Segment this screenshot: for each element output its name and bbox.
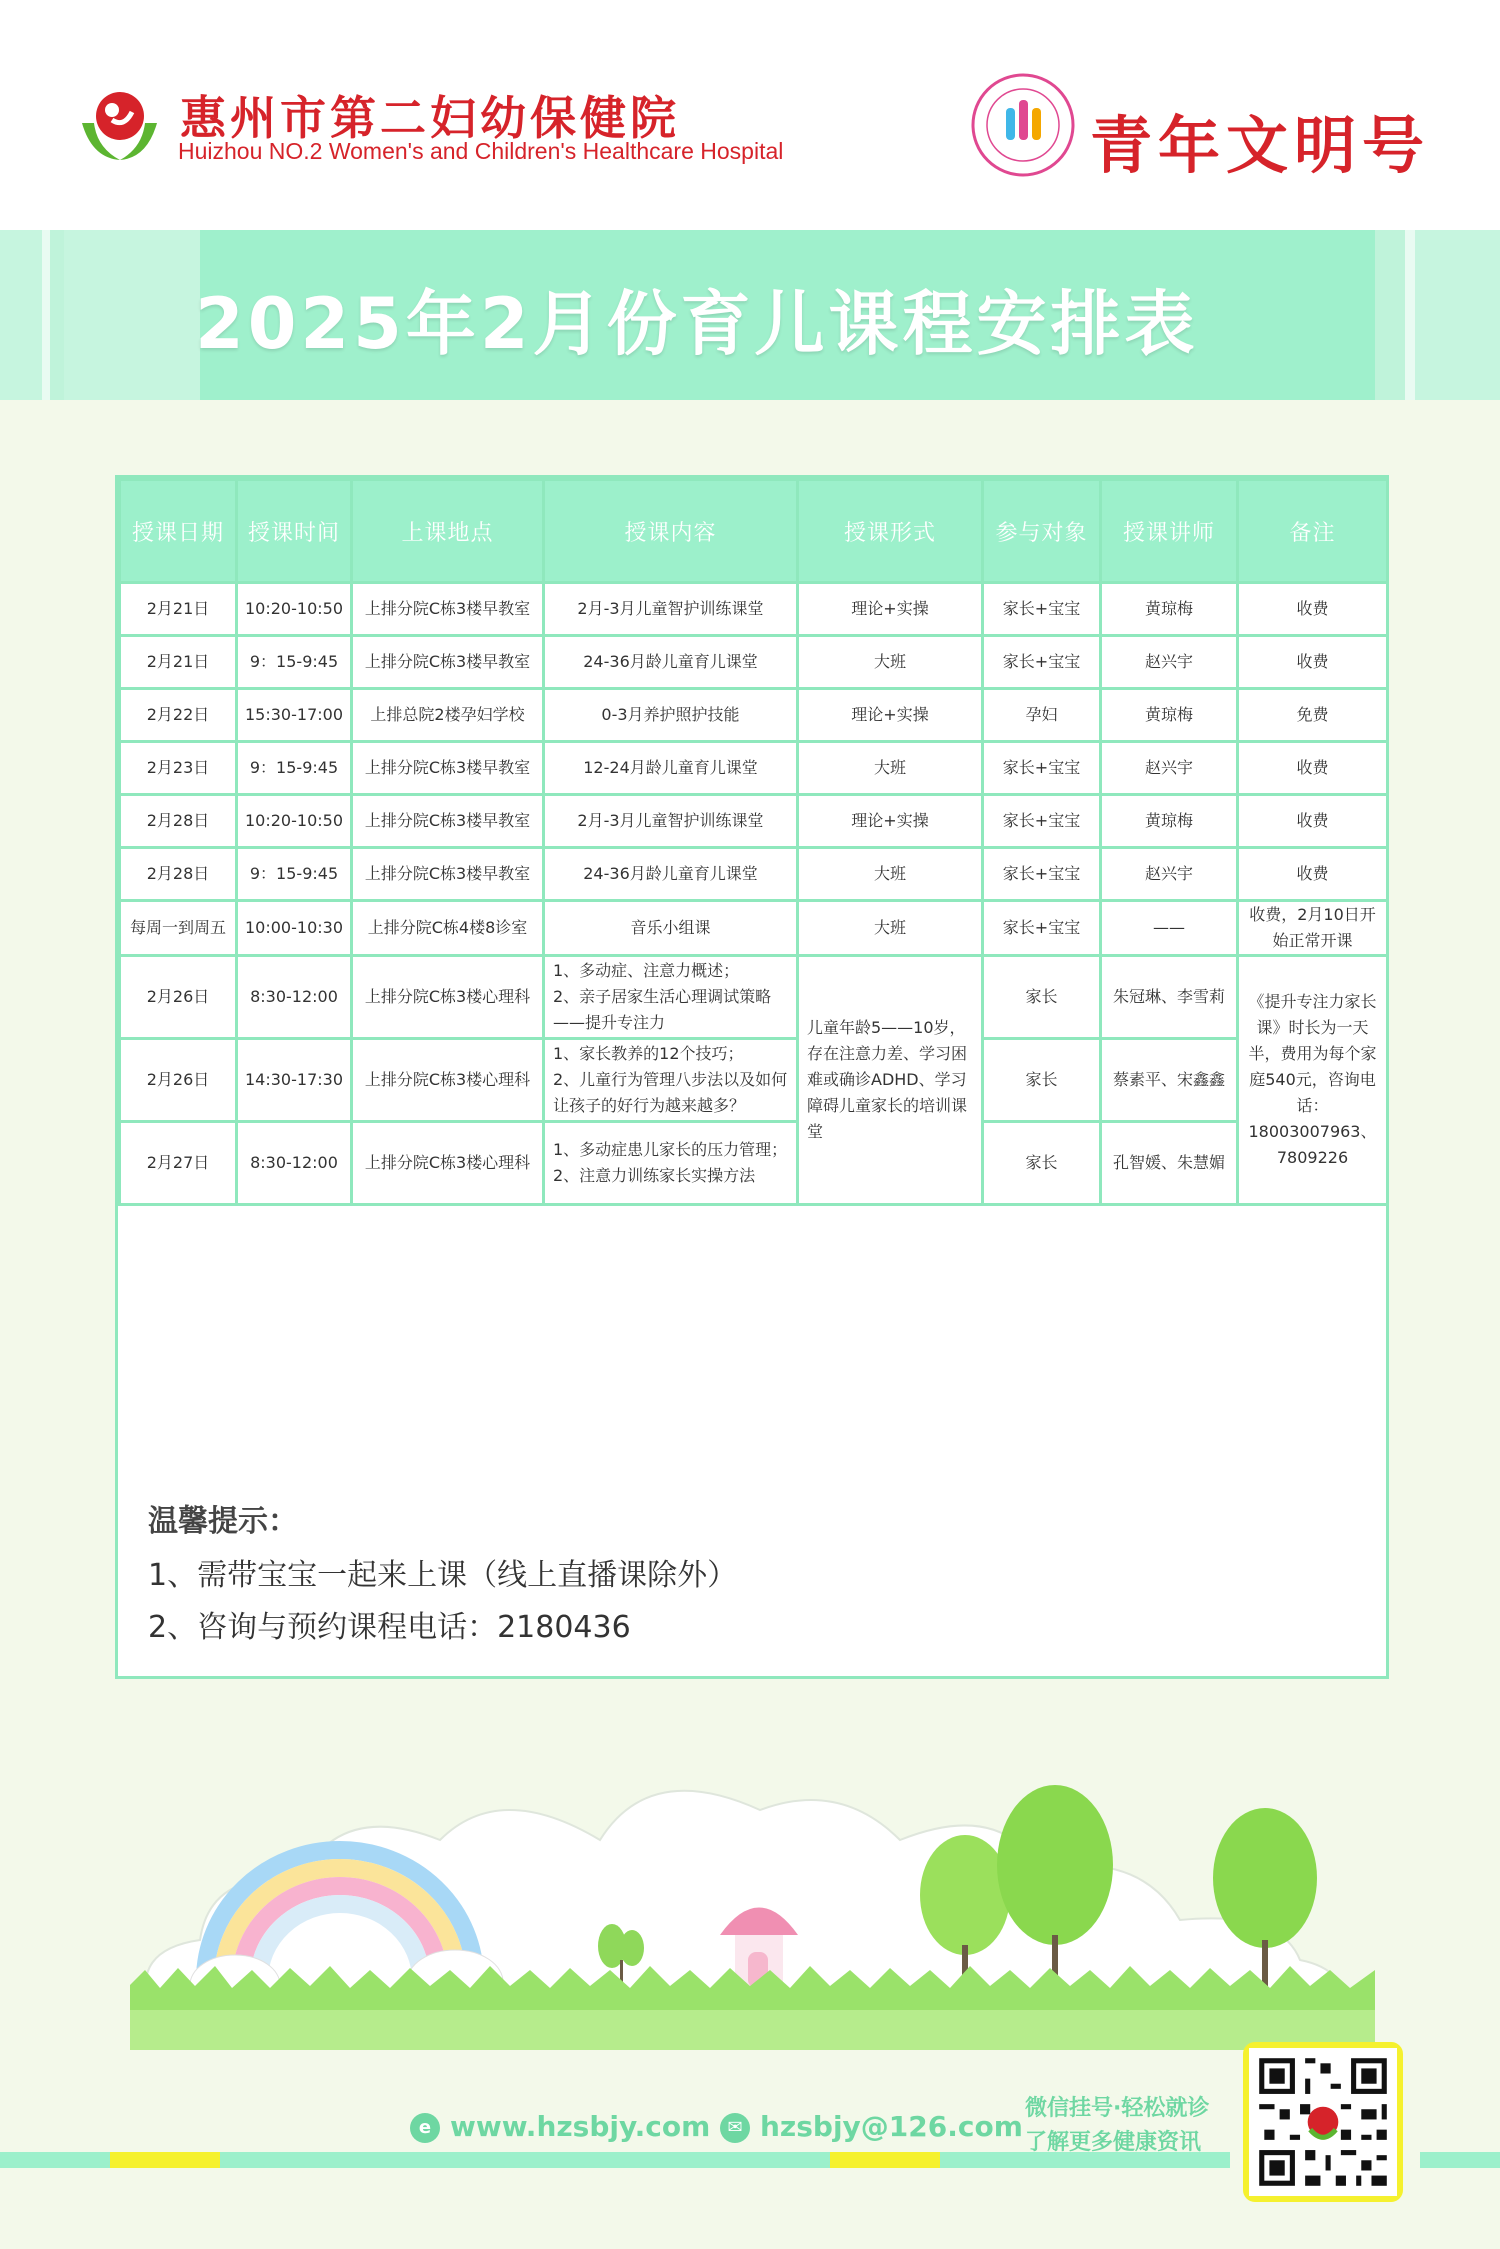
table-cell-note: 收费，2月10日开始正常开课: [1238, 901, 1388, 956]
table-cell-date: 2月27日: [120, 1122, 237, 1205]
table-cell-audience: 家长+宝宝: [983, 795, 1101, 848]
table-cell-content: 1、多动症、注意力概述； 2、亲子居家生活心理调试策略——提升专注力: [544, 956, 798, 1039]
table-cell-date: 2月26日: [120, 1039, 237, 1122]
column-header: 备注: [1238, 480, 1388, 583]
table-cell-note: 收费: [1238, 795, 1388, 848]
table-cell-teacher: 赵兴宇: [1101, 636, 1238, 689]
table-cell-teacher: 孔智媛、朱慧媚: [1101, 1122, 1238, 1205]
table-cell-content: 0-3月养护照护技能: [544, 689, 798, 742]
table-cell-place: 上排分院C栋3楼早教室: [352, 583, 544, 636]
table-cell-content: 24-36月龄儿童育儿课堂: [544, 636, 798, 689]
header: [0, 0, 1500, 230]
table-cell-form: 儿童年龄5——10岁，存在注意力差、学习困难或确诊ADHD、学习障碍儿童家长的培训课堂: [798, 956, 983, 1205]
schedule-table: [118, 478, 1389, 1206]
table-cell-time: 15:30-17:00: [237, 689, 352, 742]
table-cell-content: 音乐小组课: [544, 901, 798, 956]
footer-website[interactable]: [410, 2110, 710, 2143]
table-cell-place: 上排分院C栋3楼心理科: [352, 1122, 544, 1205]
table-cell-date: 2月23日: [120, 742, 237, 795]
hospital-name-cn: 惠州市第二妇幼保健院: [180, 91, 680, 145]
table-cell-form: 理论+实操: [798, 689, 983, 742]
table-cell-content: 1、家长教养的12个技巧； 2、儿童行为管理八步法以及如何让孩子的好行为越来越多？: [544, 1039, 798, 1122]
tip-item: 1、需带宝宝一起来上课（线上直播课除外）: [148, 1558, 738, 1593]
table-cell-audience: 家长+宝宝: [983, 583, 1101, 636]
column-header: 授课时间: [237, 480, 352, 583]
table-cell-audience: 家长+宝宝: [983, 901, 1101, 956]
column-header: 授课内容: [544, 480, 798, 583]
table-cell-form: 大班: [798, 901, 983, 956]
table-row: [120, 848, 1388, 901]
table-cell-place: 上排总院2楼孕妇学校: [352, 689, 544, 742]
table-cell-note: 收费: [1238, 583, 1388, 636]
landscape-illustration: [0, 1720, 1500, 2050]
column-header: 授课日期: [120, 480, 237, 583]
table-cell-time: 8:30-12:00: [237, 1122, 352, 1205]
table-cell-time: 9：15-9:45: [237, 848, 352, 901]
table-cell-time: 10:20-10:50: [237, 795, 352, 848]
qr-code-icon[interactable]: [1243, 2042, 1403, 2202]
email-text: hzsbjy@126.com: [760, 2110, 1023, 2143]
table-row: [120, 583, 1388, 636]
table-cell-date: 2月21日: [120, 636, 237, 689]
table-cell-content: 1、多动症患儿家长的压力管理； 2、注意力训练家长实操方法: [544, 1122, 798, 1205]
table-cell-teacher: 蔡素平、宋鑫鑫: [1101, 1039, 1238, 1122]
table-cell-content: 24-36月龄儿童育儿课堂: [544, 848, 798, 901]
column-header: 授课讲师: [1101, 480, 1238, 583]
table-cell-time: 10:20-10:50: [237, 583, 352, 636]
table-cell-audience: 家长+宝宝: [983, 742, 1101, 795]
table-cell-place: 上排分院C栋3楼早教室: [352, 848, 544, 901]
website-text: www.hzsbjy.com: [450, 2110, 711, 2143]
table-cell-note: 免费: [1238, 689, 1388, 742]
table-cell-date: 每周一到周五: [120, 901, 237, 956]
table-cell-place: 上排分院C栋3楼心理科: [352, 956, 544, 1039]
table-cell-teacher: 朱冠琳、李雪莉: [1101, 956, 1238, 1039]
table-row: [120, 689, 1388, 742]
table-cell-time: 9：15-9:45: [237, 636, 352, 689]
table-cell-date: 2月22日: [120, 689, 237, 742]
brand-text: 青年文明号: [1090, 109, 1431, 182]
table-cell-date: 2月26日: [120, 956, 237, 1039]
tips-section: [148, 1496, 737, 1654]
hospital-name-en: Huizhou NO.2 Women's and Children's Healthcare Hospital: [178, 138, 784, 164]
table-cell-time: 8:30-12:00: [237, 956, 352, 1039]
table-cell-teacher: 黄琼梅: [1101, 795, 1238, 848]
table-cell-time: 10:00-10:30: [237, 901, 352, 956]
slogan-line: 了解更多健康资讯: [1025, 2130, 1202, 2155]
page-title: 2025年2月份育儿课程安排表: [195, 283, 1199, 365]
table-cell-content: 2月-3月儿童智护训练课堂: [544, 583, 798, 636]
table-cell-note: 《提升专注力家长课》时长为一天半，费用为每个家庭540元，咨询电话：18003007963、7809226: [1238, 956, 1388, 1205]
table-cell-note: 收费: [1238, 636, 1388, 689]
table-row: [120, 1039, 1388, 1122]
table-cell-form: 大班: [798, 636, 983, 689]
table-cell-content: 12-24月龄儿童育儿课堂: [544, 742, 798, 795]
table-cell-form: 理论+实操: [798, 795, 983, 848]
table-cell-audience: 家长+宝宝: [983, 848, 1101, 901]
table-cell-teacher: 黄琼梅: [1101, 583, 1238, 636]
table-cell-time: 14:30-17:30: [237, 1039, 352, 1122]
table-row: [120, 795, 1388, 848]
table-cell-content: 2月-3月儿童智护训练课堂: [544, 795, 798, 848]
table-cell-audience: 家长: [983, 1039, 1101, 1122]
mail-icon: ✉: [720, 2113, 750, 2143]
table-cell-note: 收费: [1238, 848, 1388, 901]
table-cell-form: 大班: [798, 742, 983, 795]
table-cell-teacher: 赵兴宇: [1101, 848, 1238, 901]
footer-slogan: [1025, 2092, 1209, 2160]
table-cell-audience: 家长: [983, 1122, 1101, 1205]
table-cell-teacher: 赵兴宇: [1101, 742, 1238, 795]
table-cell-place: 上排分院C栋4楼8诊室: [352, 901, 544, 956]
youth-civilization-badge-icon: [968, 70, 1078, 180]
table-row: [120, 956, 1388, 1039]
table-cell-form: 理论+实操: [798, 583, 983, 636]
column-header: 参与对象: [983, 480, 1101, 583]
table-row: [120, 742, 1388, 795]
table-cell-date: 2月21日: [120, 583, 237, 636]
table-row: [120, 901, 1388, 956]
table-cell-teacher: ——: [1101, 901, 1238, 956]
table-cell-date: 2月28日: [120, 795, 237, 848]
table-cell-time: 9：15-9:45: [237, 742, 352, 795]
table-cell-audience: 孕妇: [983, 689, 1101, 742]
table-cell-teacher: 黄琼梅: [1101, 689, 1238, 742]
table-cell-audience: 家长+宝宝: [983, 636, 1101, 689]
table-cell-place: 上排分院C栋3楼早教室: [352, 795, 544, 848]
tips-title: 温馨提示：: [148, 1504, 298, 1539]
column-header: 授课形式: [798, 480, 983, 583]
web-icon: e: [410, 2113, 440, 2143]
table-cell-place: 上排分院C栋3楼心理科: [352, 1039, 544, 1122]
table-cell-audience: 家长: [983, 956, 1101, 1039]
table-cell-place: 上排分院C栋3楼早教室: [352, 636, 544, 689]
schedule-panel: [115, 475, 1389, 1679]
table-row: [120, 636, 1388, 689]
hospital-logo-icon: [72, 78, 167, 163]
table-cell-place: 上排分院C栋3楼早教室: [352, 742, 544, 795]
table-cell-note: 收费: [1238, 742, 1388, 795]
slogan-line: 微信挂号·轻松就诊: [1025, 2096, 1210, 2121]
table-header-row: [120, 480, 1388, 583]
table-row: [120, 1122, 1388, 1205]
tip-item: 2、咨询与预约课程电话：2180436: [148, 1610, 631, 1645]
table-cell-date: 2月28日: [120, 848, 237, 901]
table-cell-form: 大班: [798, 848, 983, 901]
footer-email[interactable]: [720, 2110, 1023, 2143]
column-header: 上课地点: [352, 480, 544, 583]
